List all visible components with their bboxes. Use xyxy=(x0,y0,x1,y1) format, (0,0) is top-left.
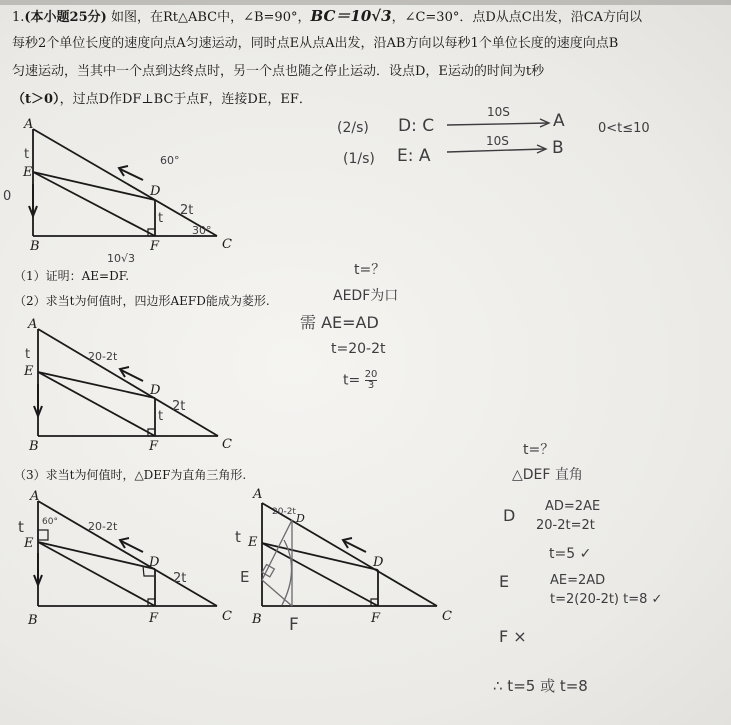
hw-rate-d: (2/s) xyxy=(337,120,369,136)
hw-q2-line4: t=20-2t xyxy=(331,341,386,357)
fig1-label-d: D xyxy=(150,184,161,199)
fig3-hw-60: 60° xyxy=(42,517,58,527)
question-2: （2）求当t为何值时，四边形AEFD能成为菱形. xyxy=(14,294,270,308)
fig4-label-d: D xyxy=(373,555,384,570)
hw-q2-line5-lhs: t= xyxy=(343,372,361,389)
hw-q3-line2: △DEF 直角 xyxy=(512,467,583,483)
fig4-label-a: A xyxy=(253,487,263,502)
fig2-hw-2t: 2t xyxy=(172,399,186,414)
fig4-label-d-small: D xyxy=(296,512,305,525)
hw-q2-numerator: 20 xyxy=(364,369,378,380)
fig1-label-f: F xyxy=(150,239,160,254)
hw-q3-e: E xyxy=(499,572,510,591)
fig1-hw-bc: 10√3 xyxy=(107,252,136,265)
hw-q3-answer: ∴ t=5 或 t=8 xyxy=(493,677,588,695)
problem-score: (本小题25分) xyxy=(24,10,107,25)
fig2-label-f: F xyxy=(149,439,159,454)
fig3-label-b: B xyxy=(28,613,38,628)
hw-q2-line1: t=？ xyxy=(354,262,386,278)
fig2-hw-t2: t xyxy=(158,409,164,424)
fig2-hw-top: 20-2t xyxy=(88,350,118,363)
fig1-hw-t: t xyxy=(24,147,30,162)
fig3-hw-2t: 2t xyxy=(173,571,187,586)
hw-q2-line3: 需 AE=AD xyxy=(300,313,379,332)
problem-text-4: ，过点D作DF⊥BC于点F，连接DE，EF． xyxy=(59,92,312,107)
fig4-segment-ed xyxy=(262,543,378,570)
bc-expression: BC＝10√3 xyxy=(310,7,392,25)
hw-time-e: 10S xyxy=(486,134,509,148)
problem-text-1a: 如图，在Rt△ABC中，∠B=90°， xyxy=(110,10,311,25)
hw-e-end: B xyxy=(552,138,564,158)
fig1-hw-2t: 2t xyxy=(180,203,194,218)
problem-line-2: 每秒2个单位长度的速度向点A匀速运动，同时点E从点A出发，沿AB方向以每秒1个单位长度的速度向点B xyxy=(12,36,619,51)
fig1-hw-zero: 0 xyxy=(3,189,12,204)
fig1-hw-60: 60° xyxy=(160,154,180,167)
hw-e-start: E: A xyxy=(397,146,431,166)
fig1-label-e: E xyxy=(23,165,33,180)
fig1-hw-30: 30° xyxy=(192,224,212,237)
fig2-label-b: B xyxy=(29,439,39,454)
fig4-hw-f: F xyxy=(289,615,299,635)
hw-d-start: D: C xyxy=(398,116,435,136)
fig2-label-d: D xyxy=(150,383,161,398)
problem-number: 1. xyxy=(12,10,25,25)
fig2-label-a: A xyxy=(28,317,38,332)
fig4-label-f: F xyxy=(371,611,381,626)
hw-q2-denominator: 3 xyxy=(367,380,375,391)
fig3-hw-t: t xyxy=(18,518,24,536)
fig1-label-c: C xyxy=(222,237,232,252)
hw-q3-e2: t=2(20-2t) t=8 ✓ xyxy=(550,592,663,607)
fig3-hw-top: 20-2t xyxy=(88,520,118,533)
fig4-segment-ef xyxy=(262,543,378,606)
fig4-hw-line-1 xyxy=(262,520,292,580)
hw-range: 0<t≤10 xyxy=(598,121,650,136)
fig3-label-a: A xyxy=(30,489,40,504)
fig2-label-e: E xyxy=(24,364,34,379)
fig3-label-d: D xyxy=(149,555,160,570)
hw-q3-d2: 20-2t=2t xyxy=(536,518,595,533)
fig1-label-b: B xyxy=(30,239,40,254)
hw-q3-line1: t=？ xyxy=(523,442,555,458)
hw-time-d: 10S xyxy=(487,105,510,119)
hw-q3-e1: AE=2AD xyxy=(550,573,606,588)
hw-q3-d1: AD=2AE xyxy=(545,499,601,514)
hw-q3-d: D xyxy=(503,506,516,525)
fig4-label-e: E xyxy=(248,535,258,550)
fig2-hw-t: t xyxy=(25,347,31,362)
problem-text-1b: ，∠C=30°．点D从点C出发，沿CA方向以 xyxy=(391,10,643,25)
hw-q2-line2: AEDF为口 xyxy=(333,288,399,304)
fig4-label-c: C xyxy=(442,609,452,624)
fig3-label-e: E xyxy=(24,536,34,551)
fig4-hw-top: 20-2t xyxy=(272,507,296,517)
question-1: （1）证明：AE=DF. xyxy=(14,269,130,283)
hw-rate-e: (1/s) xyxy=(343,151,375,167)
fig4-hw-e: E xyxy=(240,568,250,586)
hw-q3-d3: t=5 ✓ xyxy=(549,546,592,562)
question-3: （3）求当t为何值时，△DEF为直角三角形. xyxy=(14,468,247,482)
fig1-label-a: A xyxy=(24,117,34,132)
fig3-label-f: F xyxy=(149,611,159,626)
fig4-hw-t: t xyxy=(235,528,241,546)
hw-d-end: A xyxy=(553,111,565,131)
fig1-hw-t2: t xyxy=(158,211,164,226)
fig2-label-c: C xyxy=(222,437,232,452)
hw-q3-f: F × xyxy=(499,627,527,646)
fig3-label-c: C xyxy=(222,609,232,624)
problem-line-3: 匀速运动，当其中一个点到达终点时，另一个点也随之停止运动．设点D，E运动的时间为t秒 xyxy=(12,64,545,79)
t-condition: （t＞0） xyxy=(12,92,60,107)
fig4-label-b: B xyxy=(252,612,262,627)
